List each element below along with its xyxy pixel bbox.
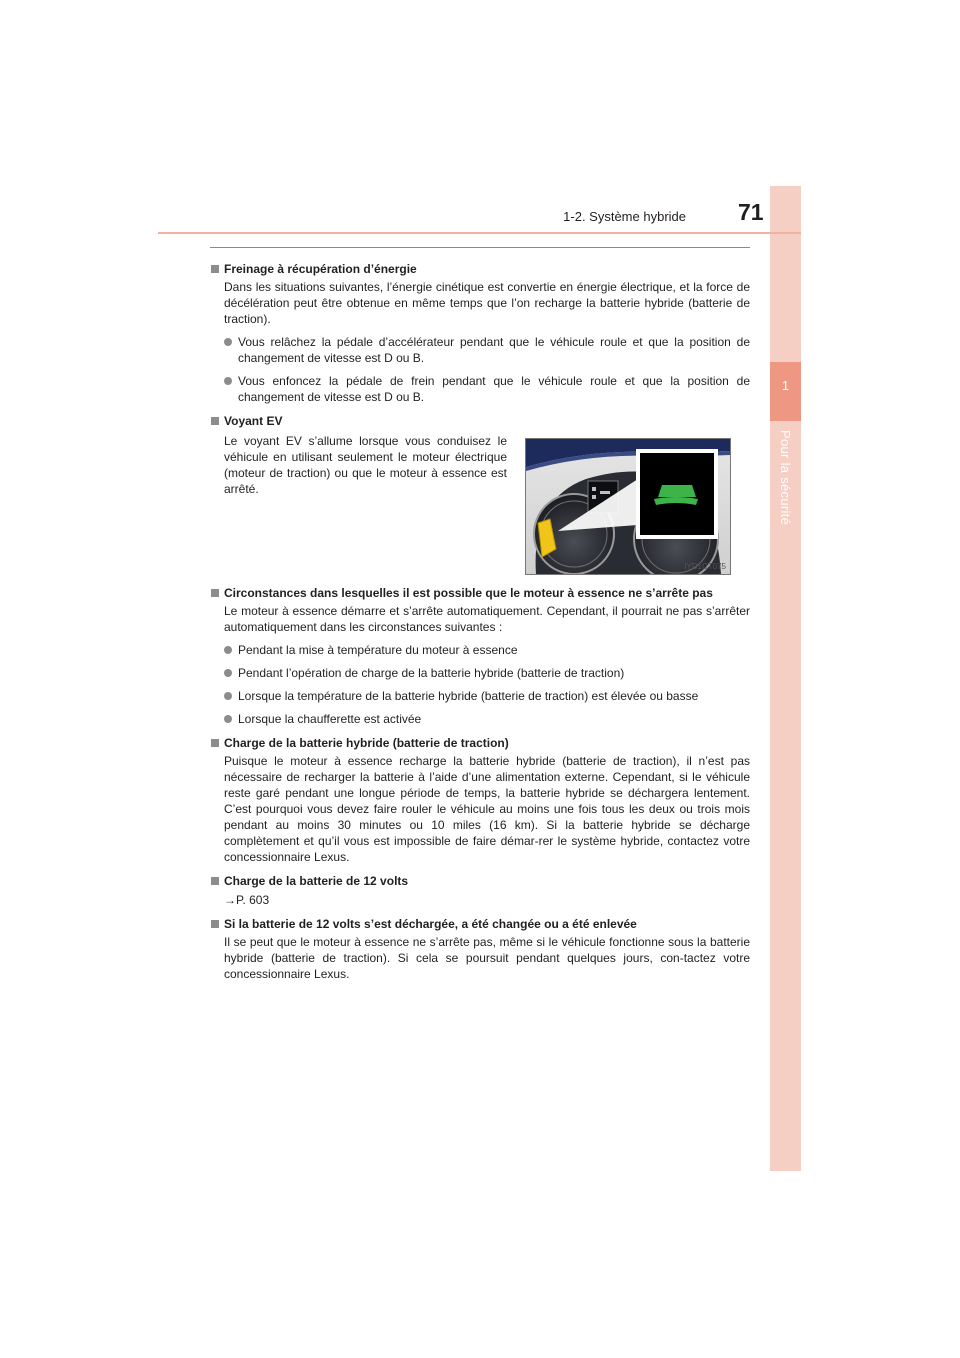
list-item-text: Lorsque la température de la batterie hybride (batterie de traction) est élevée ou basse: [238, 689, 699, 703]
list-item-text: Pendant la mise à température du moteur à essence: [238, 643, 518, 657]
ev-indicator-figure: [525, 438, 731, 575]
list-item: [224, 373, 750, 405]
round-bullet-icon: [224, 692, 232, 700]
round-bullet-icon: [224, 338, 232, 346]
paragraph-regen: Dans les situations suivantes, l’énergie cinétique est convertie en énergie électrique, et la force de décélération peut être obtenue en même temps que l’on recharge la batterie hybride (batterie de traction).: [224, 280, 750, 326]
square-bullet-icon: [211, 589, 219, 597]
round-bullet-icon: [224, 377, 232, 385]
section-heading-ev: [210, 413, 750, 429]
list-item: [224, 334, 750, 366]
paragraph-discharged-12v: Il se peut que le moteur à essence ne s’arrête pas, même si le véhicule fonctionne sous la batterie hybride (batterie de traction). Si cela se poursuit pendant quelques jours, con-tactez votre concessionnaire Lexus.: [224, 935, 750, 981]
chapter-title: Pour la sécurité: [778, 430, 793, 526]
header-rule-tab: [770, 232, 801, 234]
section-heading-circumstances: [210, 585, 750, 601]
paragraph-charge-hybrid: Puisque le moteur à essence recharge la batterie hybride (batterie de traction), il n’est pas nécessaire de recharger la batterie à l’aide d’une alimentation externe. Cependant, si le véhicule reste garé pendant une longue période de temps, la batterie hybride se déchargera lentement. C’est pourquoi vous devez faire rouler le véhicule au moins une fois tous les deux ou trois mois pendant au moins 30 minutes ou 10 miles (16 km). Si la batterie hybride se décharge complètement et qu’il vous est impossible de faire démar-rer le système hybride, contactez votre concessionnaire Lexus.: [224, 754, 750, 864]
section-heading-discharged-12v: [210, 916, 750, 932]
list-item-text: Pendant l’opération de charge de la batterie hybride (batterie de traction): [238, 666, 625, 680]
content-top-rule: [210, 247, 750, 248]
heading-text: Circonstances dans lesquelles il est possible que le moteur à essence ne s’arrête pas: [224, 586, 713, 600]
list-item: [224, 688, 750, 704]
round-bullet-icon: [224, 669, 232, 677]
page-reference-link[interactable]: →P. 603: [224, 893, 270, 907]
header-rule: [158, 232, 770, 234]
round-bullet-icon: [224, 646, 232, 654]
page-number: 71: [738, 199, 764, 225]
chapter-number: 1: [781, 378, 790, 393]
square-bullet-icon: [211, 877, 219, 885]
section-header: 1-2. Système hybride: [563, 209, 686, 224]
list-item: [224, 642, 750, 658]
list-item: [224, 665, 750, 681]
heading-text: Charge de la batterie de 12 volts: [224, 874, 409, 888]
section-heading-charge-hybrid: [210, 735, 750, 751]
chapter-number-tab: [770, 362, 801, 421]
instrument-cluster-illustration: [526, 439, 730, 574]
square-bullet-icon: [211, 739, 219, 747]
square-bullet-icon: [211, 265, 219, 273]
figure-code: IYD1CT075: [684, 562, 726, 571]
heading-text: Freinage à récupération d’énergie: [224, 262, 417, 276]
heading-text: Si la batterie de 12 volts s’est déchargée, a été changée ou a été enlevée: [224, 917, 637, 931]
paragraph-circumstances: Le moteur à essence démarre et s’arrête automatiquement. Cependant, il pourrait ne pas s’arrêter automatiquement dans les circonstances suivantes :: [224, 604, 750, 634]
paragraph-ev: Le voyant EV s’allume lorsque vous conduisez le véhicule en utilisant seulement le moteur électrique (moteur de traction) ou que le moteur à essence est arrêté.: [224, 434, 507, 496]
list-item-text: Vous enfoncez la pédale de frein pendant que le véhicule roule et que la position de changement de vitesse est D ou B.: [238, 374, 750, 404]
list-item-text: Vous relâchez la pédale d’accélérateur pendant que le véhicule roule et que la position de changement de vitesse est D ou B.: [238, 335, 750, 365]
square-bullet-icon: [211, 920, 219, 928]
page-content: [210, 247, 750, 982]
list-item: [224, 711, 750, 727]
chapter-title-tab: [771, 430, 800, 550]
list-item-text: Lorsque la chaufferette est activée: [238, 712, 422, 726]
chapter-sidebar: [770, 186, 801, 1171]
round-bullet-icon: [224, 715, 232, 723]
heading-text: Charge de la batterie hybride (batterie de traction): [224, 736, 509, 750]
section-heading-regen: [210, 261, 750, 277]
ev-section-row: [210, 433, 750, 577]
heading-text: Voyant EV: [224, 414, 283, 428]
section-heading-charge-12v: [210, 873, 750, 889]
square-bullet-icon: [211, 417, 219, 425]
